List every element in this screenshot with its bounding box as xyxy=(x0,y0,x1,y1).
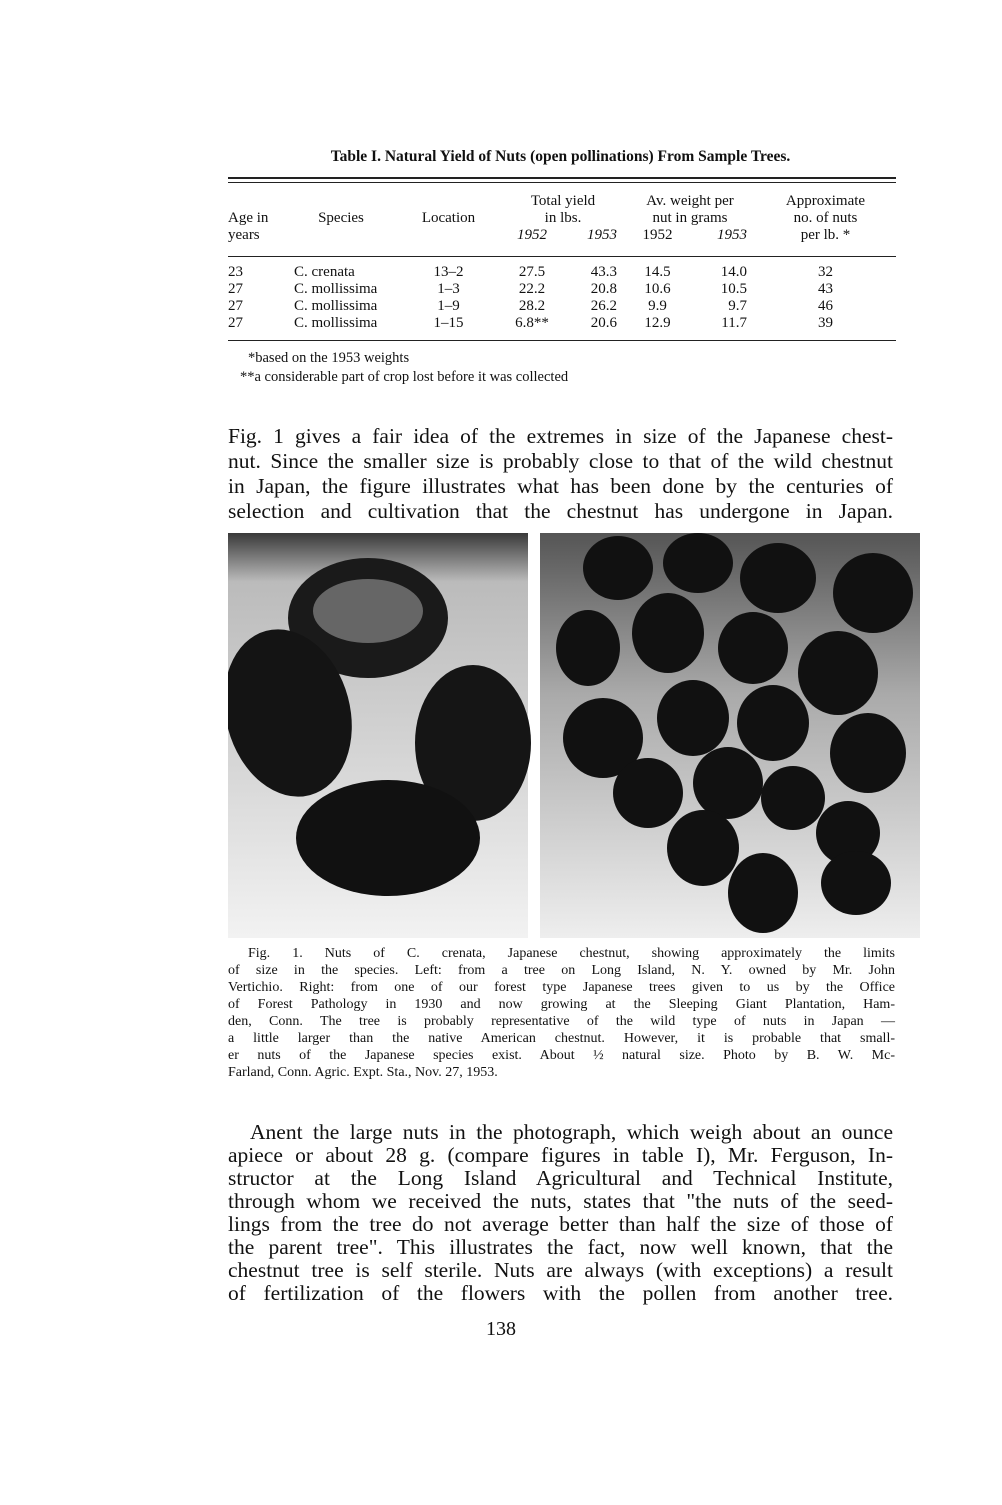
header-av-weight-unit: nut in grams xyxy=(652,210,728,226)
table-header-row-1 xyxy=(228,193,896,210)
text-line: apiece or about 28 g. (compare figures in table I), Mr. Ferguson, In- xyxy=(228,1143,893,1167)
caption-line: of Forest Pathology in 1930 and now growing at the Sleeping Giant Plantation, Ham- xyxy=(228,997,895,1012)
text-line: the parent tree". This illustrates the fact, now well known, that the xyxy=(228,1235,893,1259)
text-line: lings from the tree do not average better than half the size of those of xyxy=(228,1212,893,1236)
cell-location: 1–3 xyxy=(437,281,460,297)
cell-approx: 43 xyxy=(818,281,833,297)
header-1953: 1953 xyxy=(587,227,617,243)
cell-t1953: 26.2 xyxy=(590,298,617,314)
text-line: nut. Since the smaller size is probably close to that of the wild chestnut xyxy=(228,449,893,473)
header-av-weight: Av. weight per xyxy=(646,193,734,209)
cell-t1952: 6.8** xyxy=(515,315,549,331)
cell-species: C. mollissima xyxy=(294,281,378,297)
caption-line: a little larger than the native American chestnut. However, it is probable that small- xyxy=(228,1031,895,1046)
header-approx-3: per lb. * xyxy=(800,227,851,243)
header-1952: 1952 xyxy=(642,227,673,243)
cell-t1953: 20.6 xyxy=(590,315,617,331)
table-footnote: *based on the 1953 weights xyxy=(248,350,410,366)
table-row xyxy=(228,315,896,332)
caption-line: of size in the species. Left: from a tree on Long Island, N. Y. owned by Mr. John xyxy=(228,963,895,978)
cell-w1952: 10.6 xyxy=(644,281,671,297)
header-1953: 1953 xyxy=(717,227,747,243)
cell-location: 1–9 xyxy=(437,298,460,314)
table-row xyxy=(228,264,896,281)
table-footnote: **a considerable part of crop lost before it was collected xyxy=(240,369,569,385)
cell-w1952: 12.9 xyxy=(644,315,671,331)
text-line: chestnut tree is self sterile. Nuts are always (with exceptions) a result xyxy=(228,1258,893,1282)
paragraph-1 xyxy=(228,424,893,524)
page-number: 138 xyxy=(486,1318,516,1340)
cell-age: 27 xyxy=(228,298,243,314)
left-photo-panel xyxy=(228,533,531,938)
figure-caption xyxy=(228,945,895,1081)
header-approx-2: no. of nuts xyxy=(793,210,858,226)
text-line: Anent the large nuts in the photograph, which weigh about an ounce xyxy=(250,1120,893,1144)
text-line: of fertilization of the flowers with the pollen from another tree. xyxy=(228,1281,893,1305)
cell-w1952: 9.9 xyxy=(648,298,667,314)
text-line: through whom we received the nuts, states that "the nuts of the seed- xyxy=(228,1189,893,1213)
header-location: Location xyxy=(421,210,476,226)
caption-line: er nuts of the Japanese species exist. About ½ natural size. Photo by B. W. Mc- xyxy=(228,1048,895,1063)
right-photo-panel xyxy=(540,533,920,938)
table-title: Table I. Natural Yield of Nuts (open pollinations) From Sample Trees. xyxy=(330,148,791,165)
paragraph-2 xyxy=(228,1121,893,1305)
cell-w1953: 9.7 xyxy=(728,298,747,314)
cell-w1952: 14.5 xyxy=(644,264,671,280)
cell-species: C. mollissima xyxy=(294,315,378,331)
table-header-row-3 xyxy=(228,227,896,244)
table-row xyxy=(228,281,896,298)
cell-age: 23 xyxy=(228,264,243,280)
header-species: Species xyxy=(318,210,364,226)
header-age: Age in xyxy=(228,210,269,226)
table-header-row-2 xyxy=(228,210,896,227)
text-line: selection and cultivation that the chestnut has undergone in Japan. xyxy=(228,499,893,523)
text-line: in Japan, the figure illustrates what has been done by the centuries of xyxy=(228,474,893,498)
cell-t1953: 43.3 xyxy=(590,264,617,280)
cell-approx: 39 xyxy=(818,315,833,331)
cell-w1953: 11.7 xyxy=(721,315,747,331)
yield-table xyxy=(228,193,896,332)
cell-t1952: 27.5 xyxy=(518,264,546,280)
cell-species: C. crenata xyxy=(294,264,355,280)
header-total-yield-unit: in lbs. xyxy=(544,210,582,226)
chestnut-photograph xyxy=(228,533,920,938)
cell-location: 13–2 xyxy=(433,264,464,280)
cell-age: 27 xyxy=(228,315,243,331)
header-age-years: years xyxy=(228,227,260,243)
cell-t1952: 28.2 xyxy=(518,298,546,314)
caption-line: Fig. 1. Nuts of C. crenata, Japanese chestnut, showing approximately the limits xyxy=(248,946,895,961)
header-total-yield: Total yield xyxy=(530,193,596,209)
table-bottom-rule xyxy=(228,340,896,341)
cell-approx: 32 xyxy=(818,264,833,280)
header-approx: Approximate xyxy=(785,193,866,209)
caption-line: Farland, Conn. Agric. Expt. Sta., Nov. 27, 1953. xyxy=(228,1065,498,1080)
cell-age: 27 xyxy=(228,281,243,297)
text-line: structor at the Long Island Agricultural and Technical Institute, xyxy=(228,1166,893,1190)
cell-w1953: 10.5 xyxy=(720,281,747,297)
cell-w1953: 14.0 xyxy=(720,264,747,280)
caption-line: Vertichio. Right: from one of our forest type Japanese trees given to us by the Office xyxy=(228,980,895,995)
table-top-rule-2 xyxy=(228,182,896,183)
table-top-rule xyxy=(228,177,896,179)
table-header-rule xyxy=(228,256,896,257)
cell-approx: 46 xyxy=(818,298,833,314)
cell-species: C. mollissima xyxy=(294,298,378,314)
header-1952: 1952 xyxy=(517,227,547,243)
cell-t1953: 20.8 xyxy=(590,281,617,297)
cell-t1952: 22.2 xyxy=(518,281,546,297)
text-line: Fig. 1 gives a fair idea of the extremes in size of the Japanese chest- xyxy=(228,424,893,448)
caption-line: den, Conn. The tree is probably representative of the wild type of nuts in Japan — xyxy=(228,1014,895,1029)
cell-location: 1–15 xyxy=(433,315,464,331)
table-row xyxy=(228,298,896,315)
